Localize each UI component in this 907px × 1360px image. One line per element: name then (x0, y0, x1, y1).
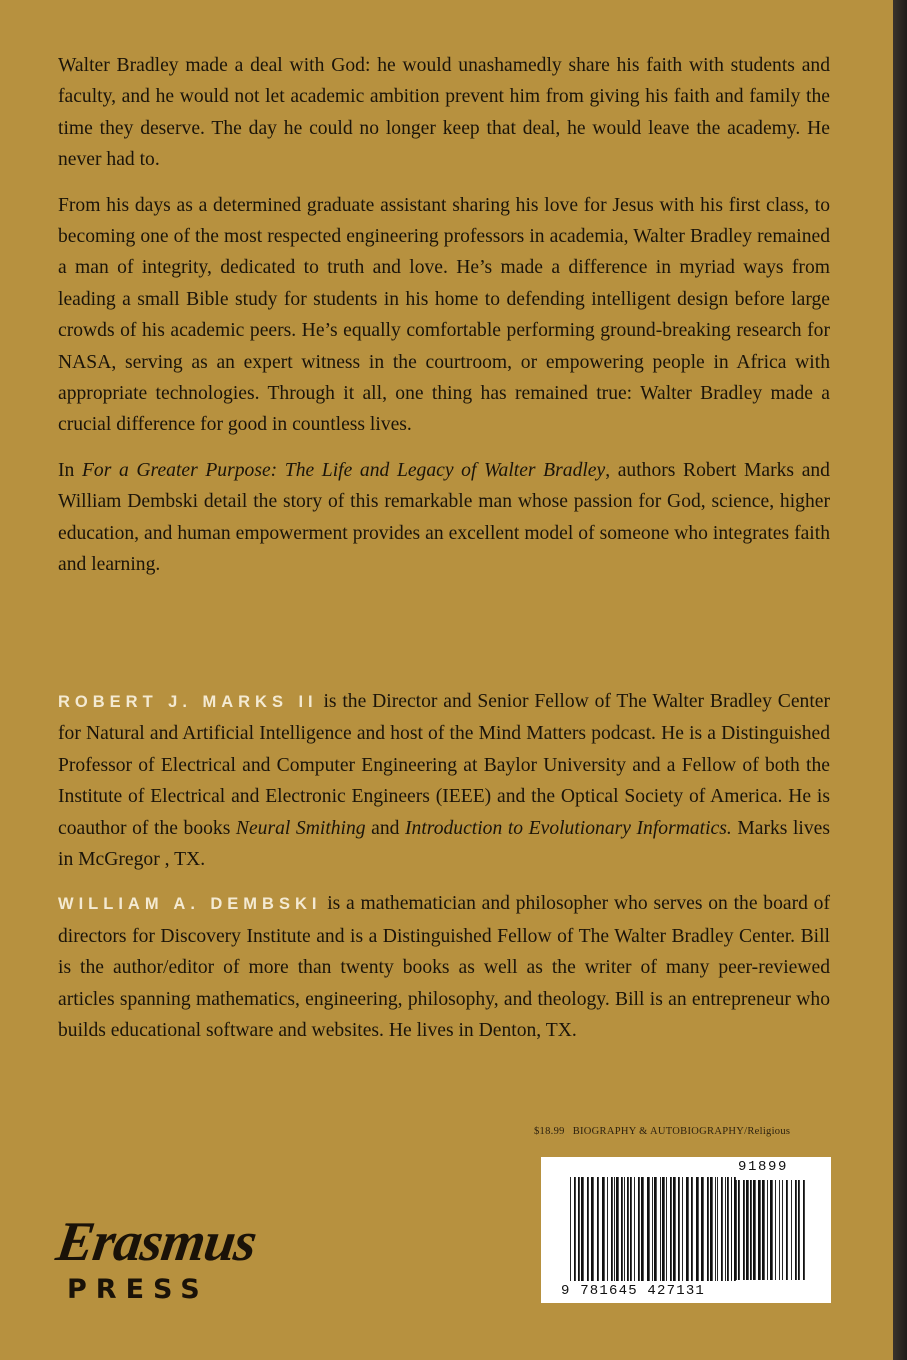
barcode-bar (770, 1180, 773, 1280)
bio-marks (58, 686, 830, 875)
barcode-bar (587, 1177, 589, 1281)
blurb-paragraph-2: From his days as a determined graduate assistant sharing his love for Jesus with his first class, to becoming one of the most respected engineering professors in academia, Walter Bradley remained a man of integrity, dedicated to truth and love. He’s made a difference in myriad ways from leading a small Bible study for students in his home to defending intelligent design before large crowds of his academic peers. He’s equally comfortable performing ground-breaking research for NASA, serving as an expert witness in the courtroom, or empowering people in Africa with appropriate technologies. Through it all, one thing has remained true: Walter Bradley made a crucial difference for good in countless lives. (58, 194, 830, 436)
price-addon-barcode (731, 1180, 807, 1280)
barcode-bar (710, 1177, 713, 1281)
price-category-line (534, 1126, 834, 1137)
barcode-bar (673, 1177, 676, 1281)
isbn-barcode (570, 1177, 738, 1281)
author-bios (58, 686, 830, 1059)
blurb-paragraph-3 (58, 455, 830, 581)
barcode-bar (701, 1177, 704, 1281)
bio-marks-and: and (365, 817, 406, 839)
barcode-bar (638, 1177, 640, 1281)
barcode-bar (627, 1177, 629, 1281)
barcode-bar (696, 1177, 699, 1281)
barcode-bar (746, 1180, 749, 1280)
barcode-bar (666, 1177, 667, 1281)
bio-marks-text1: is the Director and Senior Fellow of The Walter Bradley Center for Natural and Artificial Intelligence and host of the Mind Matters podcast. He is a Distinguished Professor of Electrical and Computer Engineering at Baylor University and a Fellow of both the Institute of Electrical and Electronic Engineers (IEEE) and the Optical Society of America. He is coauthor of the books (58, 691, 830, 839)
addon-digits: 91899 (738, 1159, 789, 1175)
barcode-bar (660, 1177, 661, 1281)
barcode-bar (662, 1177, 665, 1281)
book-evolutionary-informatics: Introduction to Evolutionary Informatics. (405, 817, 732, 839)
book-title: For a Greater Purpose: The Life and Legacy of Walter Bradley (81, 459, 606, 481)
barcode-bar (798, 1180, 800, 1280)
barcode-bar (574, 1177, 576, 1281)
barcode-bar (686, 1177, 689, 1281)
bio-dembski-text: is a mathematician and philosopher who serves on the board of directors for Discovery Institute and is a Distinguished Fellow of The Walter Bradley Center. Bill is the author/editor of more than twenty books as well as the writer of many peer-reviewed articles spanning mathematics, engineering, philosophy, and theology. Bill is an entrepreneur who builds educational software and websites. He lives in Denton, TX. (58, 893, 830, 1042)
barcode-bar (591, 1177, 594, 1281)
barcode-bar (762, 1180, 765, 1280)
barcode-bar (786, 1180, 788, 1280)
barcode-bar (678, 1177, 680, 1281)
barcode-bar (616, 1177, 619, 1281)
barcode-bar (753, 1180, 756, 1280)
barcode-bar (607, 1177, 608, 1281)
blurb-p3-prefix: In (58, 459, 82, 481)
isbn-digits: 9 781645 427131 (561, 1283, 706, 1299)
publisher-logo (52, 1210, 305, 1310)
price: $18.99 (534, 1126, 565, 1137)
page-shadow-edge (893, 0, 907, 1360)
author-name-dembski: WILLIAM A. DEMBSKI (58, 895, 322, 914)
category: BIOGRAPHY & AUTOBIOGRAPHY/Religious (572, 1126, 791, 1137)
barcode-bar (715, 1177, 716, 1281)
barcode-bar (647, 1177, 650, 1281)
barcode-bar (717, 1177, 718, 1281)
barcode-bar (750, 1180, 752, 1280)
barcode-bar (782, 1180, 783, 1280)
barcode-bar (803, 1180, 805, 1280)
barcode-bar (597, 1177, 599, 1281)
bio-dembski (58, 888, 830, 1046)
barcode-bar (611, 1177, 613, 1281)
barcode-bar (691, 1177, 693, 1281)
barcode-bar (791, 1180, 792, 1280)
book-neural-smithing: Neural Smithing (235, 817, 366, 839)
blurb-p3-rest: , authors Robert Marks and William Dembski detail the story of this remarkable man whose passion for God, science, higher education, and human empowerment provides an excellent model of someone who integrates faith and learning. (58, 459, 830, 576)
barcode-box (541, 1157, 831, 1303)
barcode-bar (779, 1180, 780, 1280)
barcode-bar (614, 1177, 615, 1281)
blurb (58, 50, 830, 595)
barcode-bar (570, 1177, 571, 1281)
barcode-bar (721, 1177, 723, 1281)
barcode-bar (630, 1177, 632, 1281)
barcode-bar (621, 1177, 623, 1281)
barcode-bar (758, 1180, 761, 1280)
barcode-bar (581, 1177, 584, 1281)
barcode-bar (670, 1177, 672, 1281)
barcode-bar (707, 1177, 709, 1281)
barcode-bar (727, 1177, 729, 1281)
barcode-bar (641, 1177, 644, 1281)
barcode-bar (743, 1180, 745, 1280)
barcode-bar (654, 1177, 657, 1281)
barcode-bar (775, 1180, 776, 1280)
barcode-bar (682, 1177, 683, 1281)
barcode-bar (652, 1177, 653, 1281)
barcode-bar (738, 1180, 740, 1280)
barcode-bar (602, 1177, 605, 1281)
barcode-bar (634, 1177, 635, 1281)
barcode-bar (725, 1177, 726, 1281)
barcode-bar (624, 1177, 625, 1281)
barcode-bar (767, 1180, 768, 1280)
author-name-marks: ROBERT J. MARKS II (58, 693, 318, 711)
barcode-bar (578, 1177, 580, 1281)
barcode-bar (731, 1180, 732, 1280)
barcode-bar (795, 1180, 797, 1280)
barcode-bar (735, 1180, 737, 1280)
bio-marks-text2: Marks lives in McGregor , TX. (58, 817, 830, 871)
publisher-logo-press: PRESS (67, 1274, 209, 1305)
publisher-logo-script: Erasmus (52, 1211, 260, 1273)
blurb-paragraph-1: Walter Bradley made a deal with God: he would unashamedly share his faith with students and faculty, and he would not let academic ambition prevent him from giving his faith and family the time they deserve. The day he could no longer keep that deal, he would leave the academy. He never had to. (58, 55, 830, 171)
